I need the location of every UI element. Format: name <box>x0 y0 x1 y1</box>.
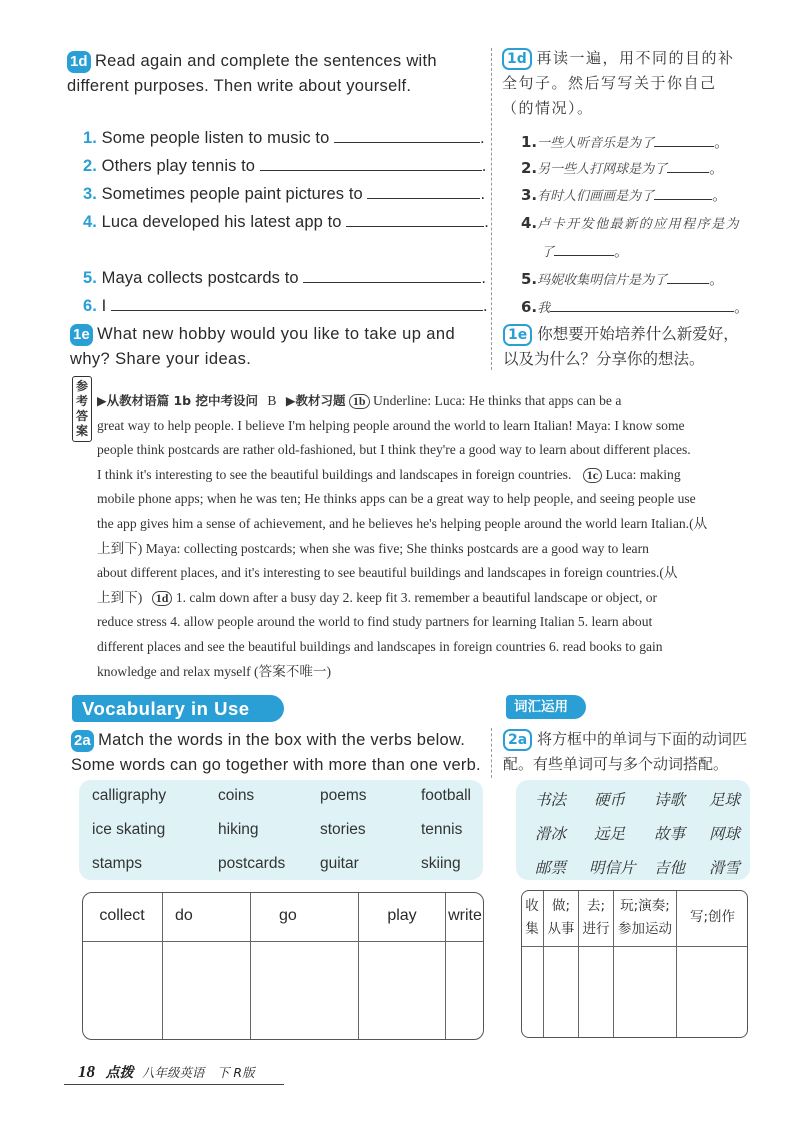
vocab-2a-instruction: Match the words in the box with the verbs below. Some words can go together with more than one verb. <box>71 731 481 774</box>
answer-key-label: 参考答案 <box>72 376 92 442</box>
answer-blank[interactable] <box>667 158 709 173</box>
verb-header-do: do <box>163 892 251 941</box>
word-item: coins <box>218 787 255 804</box>
word-item-cn: 足球 <box>709 791 741 809</box>
vocab-2a-cn-badge: 2a <box>503 729 532 751</box>
verb-table-cn-frame <box>521 890 748 1038</box>
page-number: 18 <box>78 1062 95 1081</box>
word-item-cn: 网球 <box>709 825 741 843</box>
sec-1d-item-1: 1. Some people listen to music to . <box>83 129 485 147</box>
word-item-cn: 故事 <box>654 825 686 843</box>
word-item-cn: 硬币 <box>594 791 626 809</box>
verb-table-cn <box>521 890 748 1038</box>
sec-1d-instruction: Read again and complete the sentences with different purposes. Then write about yourself. <box>67 52 437 95</box>
sec-1d-cn-item-3: 3.有时人们画画是为了 。 <box>521 186 728 204</box>
word-item-cn: 诗歌 <box>654 791 686 809</box>
sec-1d-cn-instruction: 再读一遍，用不同的目的补全句子。然后写写关于你自己（的情况）。 <box>502 49 735 117</box>
verb-table <box>82 892 484 1040</box>
sec-1d-badge: 1d <box>67 51 91 73</box>
sec-1e-cn-header <box>503 322 748 372</box>
verb-header-cn-write: 写;创作 <box>677 890 749 946</box>
word-item-cn: 远足 <box>594 825 626 843</box>
answer-line-12: knowledge and relax myself (答案不唯一) <box>97 663 332 679</box>
word-box-cn <box>516 780 750 880</box>
book-title: 八年级英语 下 R版 <box>141 1065 255 1080</box>
sec-1d-cn-item-5: 5.玛妮收集明信片是为了 。 <box>521 270 725 288</box>
verb-header-cn-play: 玩;演奏;参加运动 <box>614 890 677 946</box>
answer-blank[interactable] <box>260 156 482 171</box>
answer-key-body <box>97 389 737 684</box>
sec-1d-cn-item-2: 2.另一些人打网球是为了 。 <box>521 159 725 177</box>
answer-blank[interactable] <box>334 128 480 143</box>
word-item: tennis <box>421 821 463 838</box>
verb-cell-cn[interactable] <box>614 946 677 1038</box>
word-item-cn: 明信片 <box>589 859 636 877</box>
sec-1e-badge: 1e <box>70 324 93 346</box>
word-box <box>79 780 483 880</box>
sec-1d-cn-item-1: 1.一些人听音乐是为了 。 <box>521 133 730 151</box>
column-divider-2 <box>491 728 492 778</box>
tag-1d: 1d <box>152 591 173 606</box>
tag-1c: 1c <box>583 468 602 483</box>
verb-header-cn-collect: 收集 <box>521 890 544 946</box>
word-item: skiing <box>421 855 461 872</box>
verb-cell-cn[interactable] <box>521 946 544 1038</box>
footer-rule <box>64 1084 284 1085</box>
sec-1d-cn-item-4-cont: 了 。 <box>541 242 630 260</box>
vocab-heading: Vocabulary in Use <box>72 695 284 722</box>
word-item: poems <box>320 787 367 804</box>
verb-cell-cn[interactable] <box>579 946 614 1038</box>
vocab-2a-cn-header <box>503 727 753 777</box>
word-item-cn: 书法 <box>535 791 567 809</box>
vocab-heading-cn: 词汇运用 <box>506 695 586 719</box>
word-item-cn: 滑雪 <box>709 859 741 877</box>
vocab-2a-badge: 2a <box>71 730 94 752</box>
word-item: stamps <box>92 855 142 872</box>
verb-cell[interactable] <box>359 941 446 1040</box>
verb-header-go: go <box>251 892 359 941</box>
column-divider <box>491 48 492 370</box>
answer-line-11: different places and see the beautiful buildings and landscapes in foreign countries 6. read books to gain <box>97 638 663 654</box>
answer-blank[interactable] <box>303 268 481 283</box>
verb-cell-cn[interactable] <box>677 946 749 1038</box>
sec-1d-header <box>67 49 487 99</box>
tag-1b: 1b <box>349 394 370 409</box>
vocab-2a-cn-instruction: 将方框中的单词与下面的动词匹配。有些单词可与多个动词搭配。 <box>503 730 747 773</box>
verb-cell[interactable] <box>251 941 359 1040</box>
answer-blank[interactable] <box>667 269 709 284</box>
word-item-cn: 滑冰 <box>535 825 567 843</box>
answer-blank[interactable] <box>654 132 714 147</box>
answer-line-9: 上到下) 1d 1. calm down after a busy day 2. keep fit 3. remember a beautiful landscape or object, or <box>97 589 658 605</box>
sec-1d-item-4: 4. Luca developed his latest app to . <box>83 213 489 231</box>
word-item: calligraphy <box>92 787 167 804</box>
answer-blank[interactable] <box>554 241 614 256</box>
word-item: hiking <box>218 821 259 838</box>
answer-line-7: 上到下) Maya: collecting postcards; when she was five; She thinks postcards are a good way to learn <box>97 540 649 556</box>
answer-line-10: reduce stress 4. allow people around the world to find study partners for learning Italian 5. learn about <box>97 614 653 630</box>
answer-blank[interactable] <box>111 296 483 311</box>
vocab-2a-header <box>71 728 491 778</box>
sec-1d-cn-item-4: 4.卢卡开发他最新的应用程序是为 <box>521 214 741 232</box>
verb-cell[interactable] <box>163 941 251 1040</box>
answer-line-1: ▶从教材语篇 1b 挖中考设问 B ▶教材习题 1b Underline: Luca: He thinks that apps can be a <box>97 393 622 408</box>
verb-table-frame <box>82 892 484 1040</box>
sec-1d-item-6: 6. I . <box>83 297 488 315</box>
word-item: postcards <box>218 855 286 872</box>
answer-line-4: I think it's interesting to see the beautiful buildings and landscapes in foreign countries. 1c Luca: making <box>97 466 681 482</box>
answer-blank[interactable] <box>367 184 480 199</box>
verb-header-cn-do: 做;从事 <box>544 890 579 946</box>
verb-cell-cn[interactable] <box>544 946 579 1038</box>
verb-header-write: write <box>446 892 485 941</box>
answer-blank[interactable] <box>346 212 484 227</box>
sec-1d-cn-badge: 1d <box>502 48 532 70</box>
verb-header-cn-go: 去;进行 <box>579 890 614 946</box>
verb-header-collect: collect <box>82 892 163 941</box>
verb-cell[interactable] <box>82 941 163 1040</box>
brand-name: 点拨 <box>105 1065 134 1081</box>
sec-1d-item-2: 2. Others play tennis to . <box>83 157 487 175</box>
sec-1d-item-3: 3. Sometimes people paint pictures to . <box>83 185 486 203</box>
word-item: guitar <box>320 855 359 872</box>
answer-line-8: about different places, and it's interesting to see beautiful buildings and landscapes in foreign countries.(从 <box>97 565 678 581</box>
page-footer <box>78 1062 288 1084</box>
sec-1d-item-5: 5. Maya collects postcards to . <box>83 269 487 287</box>
sec-1e-instruction: What new hobby would you like to take up and why? Share your ideas. <box>70 325 456 368</box>
answer-line-6: the app gives him a sense of achievement, and he believes he's helping people around the world learn Italian.(从 <box>97 515 708 531</box>
verb-header-play: play <box>359 892 446 941</box>
verb-cell[interactable] <box>446 941 485 1040</box>
sec-1d-cn-item-6: 6.我 。 <box>521 298 750 316</box>
sec-1e-cn-instruction: 你想要开始培养什么新爱好，以及为什么？分享你的想法。 <box>503 325 739 368</box>
answer-blank[interactable] <box>550 297 734 312</box>
answer-blank[interactable] <box>654 185 712 200</box>
sec-1d-cn-header <box>502 46 747 121</box>
word-item: football <box>421 787 471 804</box>
answer-line-2: great way to help people. I believe I'm helping people around the world to learn Italian! Maya: I know some <box>97 417 685 433</box>
word-item-cn: 吉他 <box>654 859 686 877</box>
sec-1e-cn-badge: 1e <box>503 324 532 346</box>
sec-1e-header <box>70 322 486 372</box>
answer-line-3: people think postcards are rather old-fashioned, but I think they're a good way to learn about different places. <box>97 442 691 458</box>
word-item: ice skating <box>92 821 166 838</box>
word-item: stories <box>320 821 366 838</box>
answer-line-5: mobile phone apps; when he was ten; He thinks apps can be a great way to help people, and seeing people use <box>97 491 696 507</box>
word-item-cn: 邮票 <box>535 859 567 877</box>
